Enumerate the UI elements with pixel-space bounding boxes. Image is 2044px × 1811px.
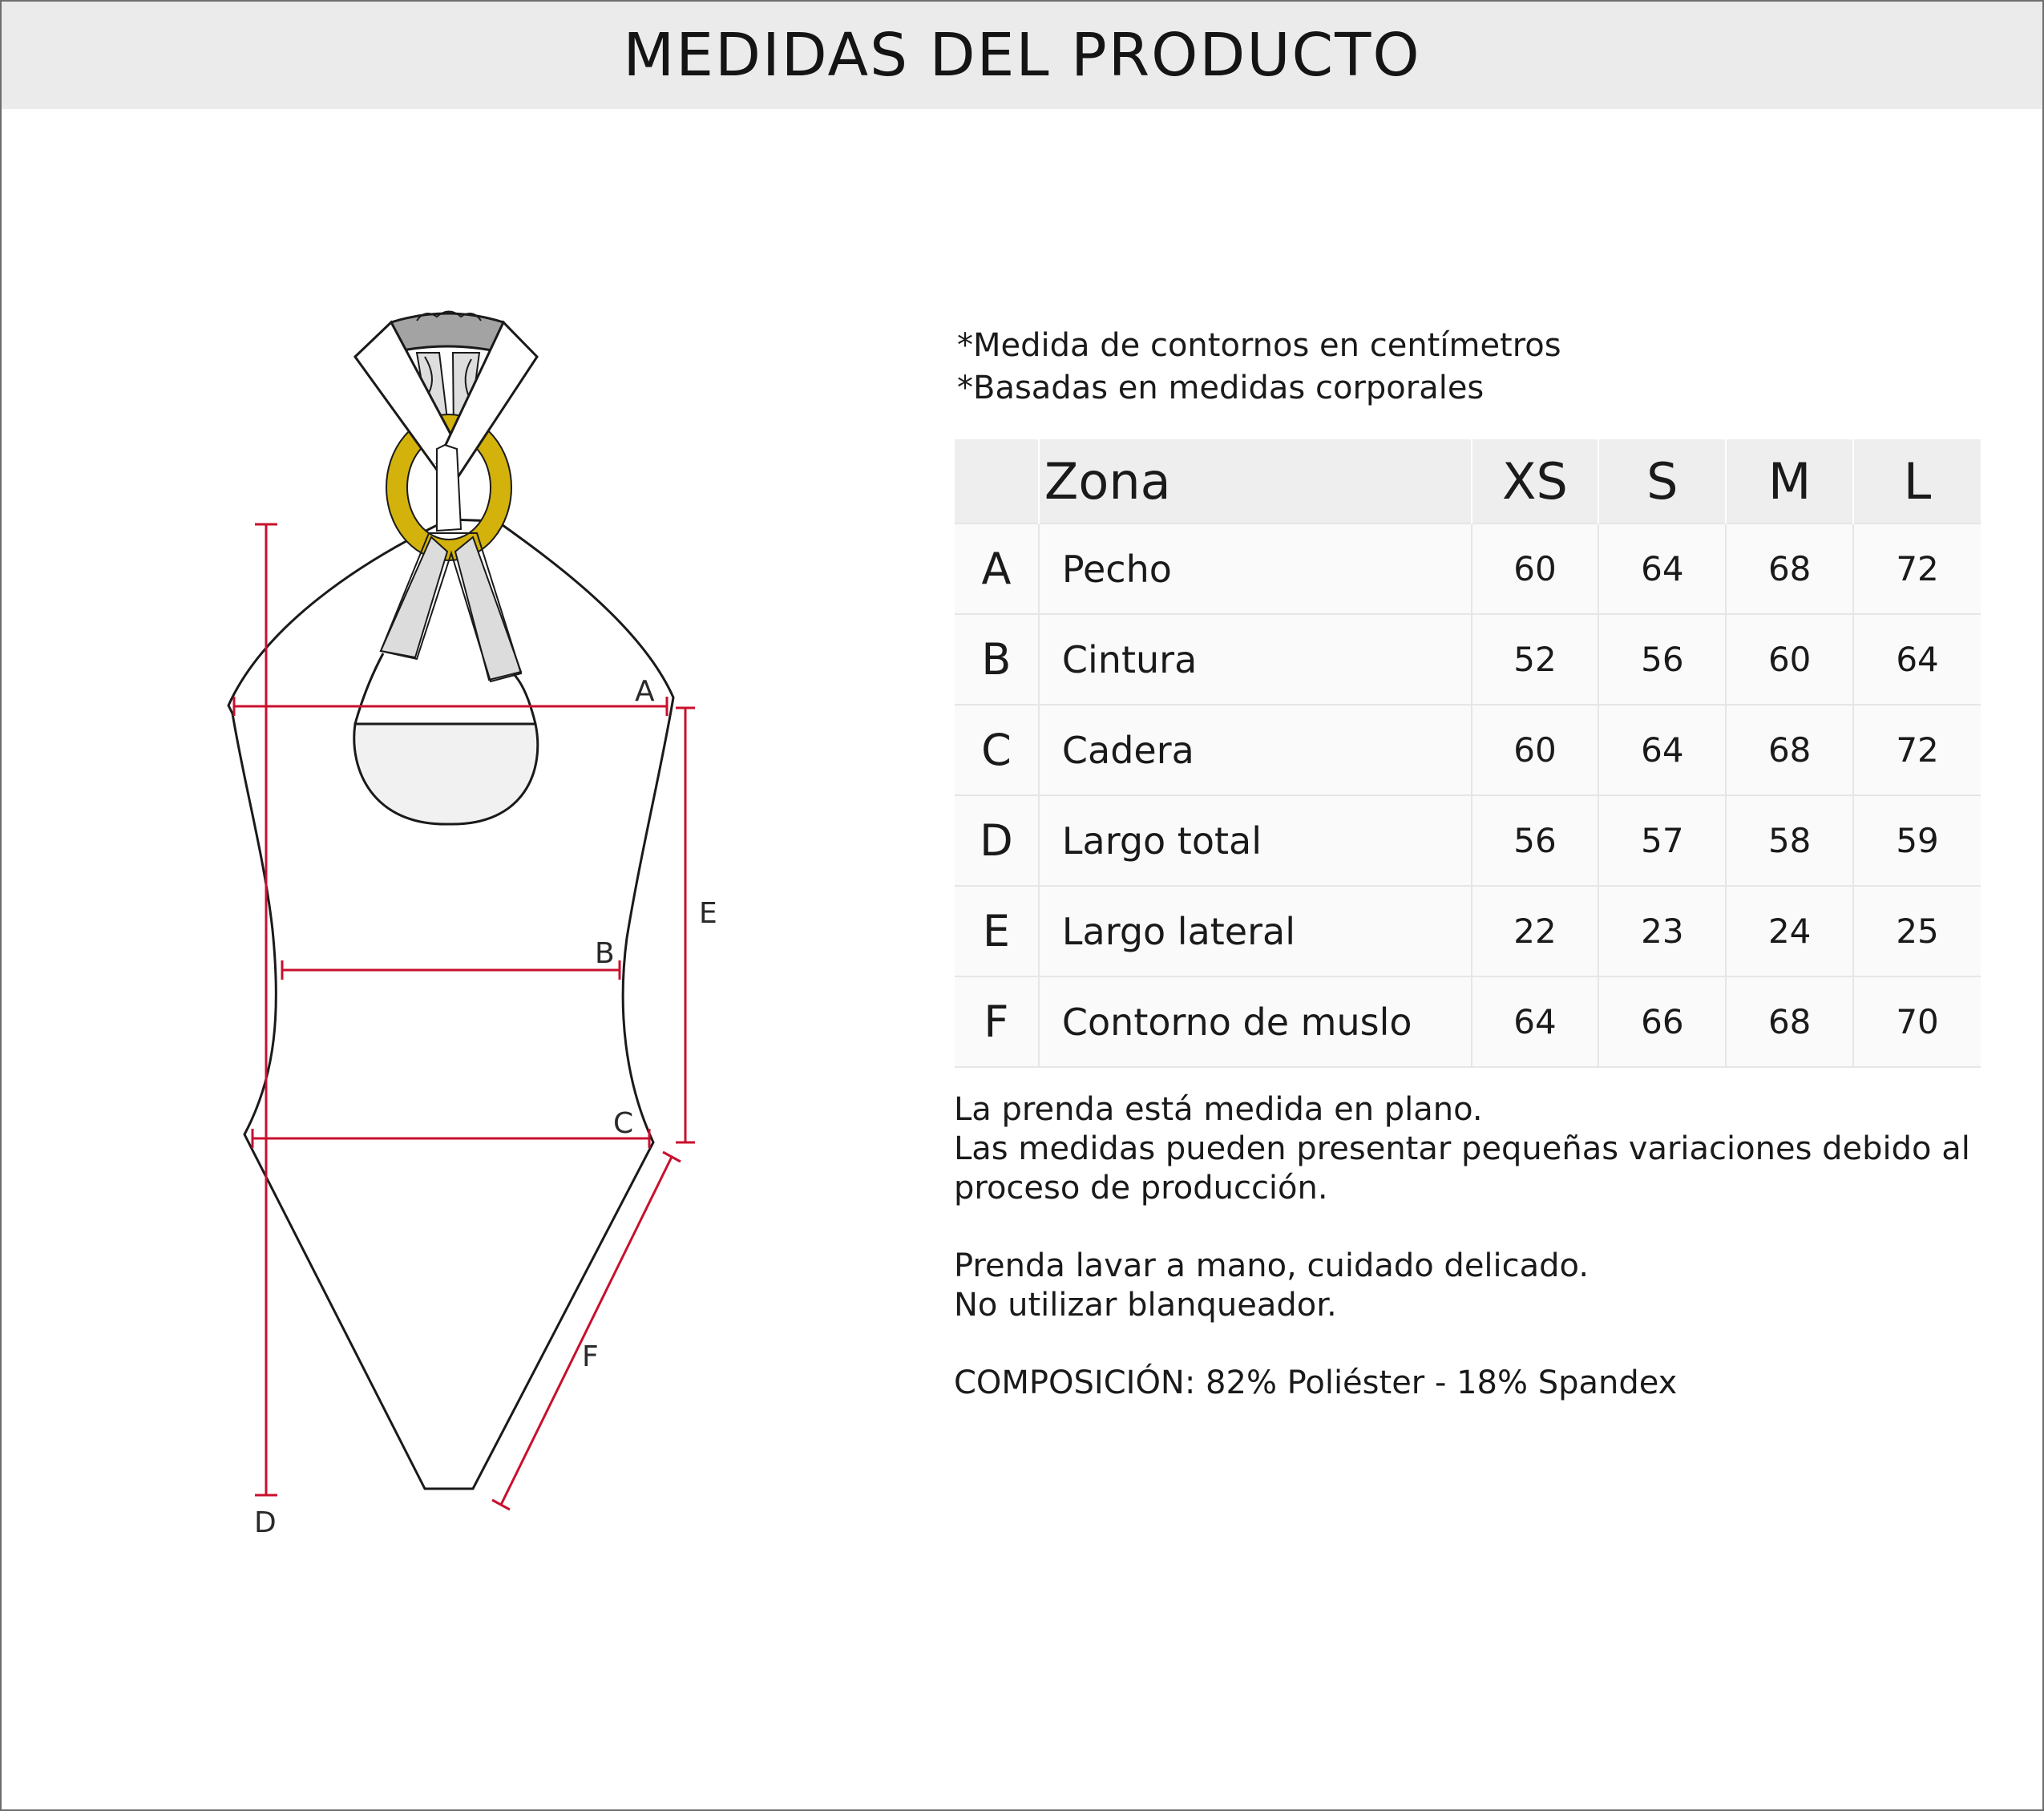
- header-zona: Zona: [1039, 439, 1472, 523]
- value-m: 24: [1726, 886, 1853, 976]
- row-zone: Largo total: [1039, 795, 1472, 886]
- header-size-xs: XS: [1472, 439, 1599, 523]
- table-row: [955, 705, 1981, 795]
- row-letter: D: [955, 795, 1039, 886]
- spacer: [954, 1208, 1970, 1247]
- measure-note-variation: Las medidas pueden presentar pequeñas variaciones debido al: [954, 1130, 1970, 1167]
- value-l: 72: [1853, 705, 1981, 795]
- value-m: 68: [1726, 976, 1853, 1067]
- size-table: [955, 439, 1981, 1068]
- value-s: 66: [1598, 976, 1726, 1067]
- row-letter: F: [955, 976, 1039, 1067]
- value-s: 56: [1598, 614, 1726, 705]
- row-zone: Contorno de muslo: [1039, 976, 1472, 1067]
- value-xs: 56: [1472, 795, 1599, 886]
- row-letter: A: [955, 523, 1039, 614]
- row-letter: C: [955, 705, 1039, 795]
- measure-label-e: E: [699, 897, 717, 930]
- value-xs: 60: [1472, 705, 1599, 795]
- size-table-header: [955, 439, 1981, 523]
- value-xs: 64: [1472, 976, 1599, 1067]
- value-m: 68: [1726, 523, 1853, 614]
- value-s: 64: [1598, 523, 1726, 614]
- value-s: 64: [1598, 705, 1726, 795]
- value-s: 57: [1598, 795, 1726, 886]
- value-xs: 22: [1472, 886, 1599, 976]
- row-zone: Largo lateral: [1039, 886, 1472, 976]
- value-s: 23: [1598, 886, 1726, 976]
- product-info: [954, 1090, 1970, 1403]
- header-size-m: M: [1726, 439, 1853, 523]
- measure-note-production: proceso de producción.: [954, 1170, 1328, 1207]
- measure-label-c: C: [613, 1107, 634, 1140]
- value-l: 64: [1853, 614, 1981, 705]
- table-row: [955, 795, 1981, 886]
- table-row: [955, 614, 1981, 705]
- measure-label-b: B: [595, 937, 615, 970]
- value-l: 25: [1853, 886, 1981, 976]
- measure-label-d: D: [254, 1506, 277, 1539]
- header-size-s: S: [1598, 439, 1726, 523]
- table-row: [955, 886, 1981, 976]
- spacer: [954, 1325, 1970, 1364]
- value-xs: 60: [1472, 523, 1599, 614]
- row-letter: B: [955, 614, 1039, 705]
- value-l: 72: [1853, 523, 1981, 614]
- composition: COMPOSICIÓN: 82% Poliéster - 18% Spandex: [954, 1364, 1678, 1401]
- center-knot: [437, 445, 461, 531]
- header-blank: [955, 439, 1039, 523]
- care-no-bleach: No utilizar blanqueador.: [954, 1287, 1337, 1324]
- table-row: [955, 976, 1981, 1067]
- care-hand-wash: Prenda lavar a mano, cuidado delicado.: [954, 1247, 1590, 1284]
- measure-f-cap-top: [663, 1152, 681, 1162]
- value-l: 59: [1853, 795, 1981, 886]
- swimsuit-body-outline: [228, 519, 673, 1489]
- row-zone: Cadera: [1039, 705, 1472, 795]
- header-size-l: L: [1853, 439, 1981, 523]
- page-title: MEDIDAS DEL PRODUCTO: [623, 21, 1421, 90]
- measure-note-flat: La prenda está medida en plano.: [954, 1091, 1483, 1128]
- measurement-notes: [957, 325, 1561, 410]
- value-m: 60: [1726, 614, 1853, 705]
- measure-f-cap-bottom: [492, 1500, 510, 1510]
- neck-band: [391, 313, 503, 353]
- table-row: [955, 523, 1981, 614]
- measure-label-a: A: [635, 675, 655, 708]
- row-letter: E: [955, 886, 1039, 976]
- value-xs: 52: [1472, 614, 1599, 705]
- value-m: 58: [1726, 795, 1853, 886]
- row-zone: Cintura: [1039, 614, 1472, 705]
- value-m: 68: [1726, 705, 1853, 795]
- measure-label-f: F: [582, 1340, 599, 1373]
- note-body-based: *Basadas en medidas corporales: [957, 370, 1485, 406]
- note-contours: *Medida de contornos en centímetros: [957, 327, 1561, 364]
- value-l: 70: [1853, 976, 1981, 1067]
- row-zone: Pecho: [1039, 523, 1472, 614]
